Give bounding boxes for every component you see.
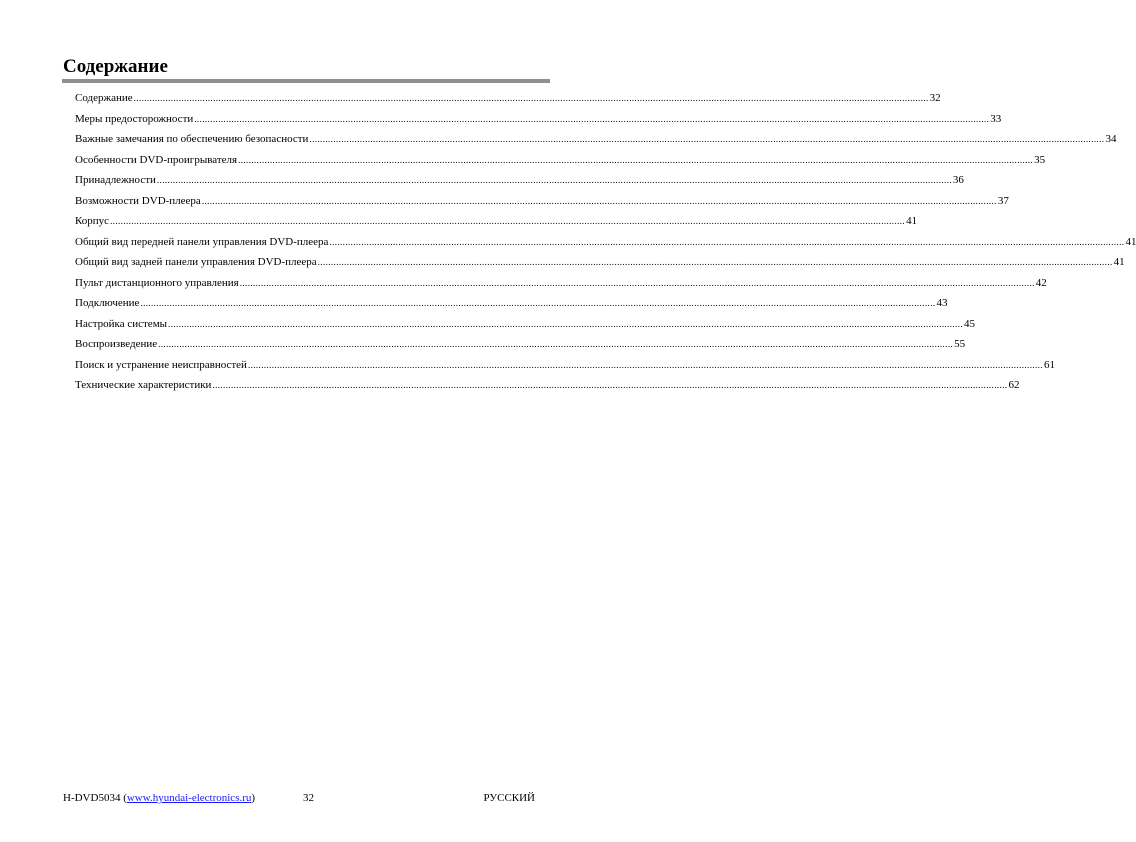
toc-entry[interactable] xyxy=(75,252,1125,273)
footer-model: H-DVD5034 ( xyxy=(63,792,127,804)
toc-entry[interactable] xyxy=(75,129,1117,150)
toc-leader-dots: ............................................................................................................................................................................................................................................................................................................ xyxy=(110,216,906,226)
toc-leader-dots: ............................................................................................................................................................................................................................................................................................................ xyxy=(194,113,990,124)
page-footer xyxy=(63,791,535,805)
toc-entry[interactable] xyxy=(75,375,1020,396)
toc-entry-label: Технические характеристики xyxy=(75,379,212,391)
toc-entry[interactable] xyxy=(75,334,966,355)
toc-entry[interactable] xyxy=(75,170,964,191)
toc-entry-label: Содержание xyxy=(75,92,133,104)
toc-entry-label: Особенности DVD-проигрывателя xyxy=(75,153,238,166)
toc-leader-dots: ............................................................................................................................................................................................................................................................................................................ xyxy=(212,380,1008,390)
toc-entry-page: 33 xyxy=(990,112,1002,125)
toc-leader-dots: ............................................................................................................................................................................................................................................................................................................ xyxy=(158,339,954,349)
toc-entry-label: Общий вид передней панели управления DVD-плеера xyxy=(75,235,329,248)
toc-entry-page: 62 xyxy=(1008,379,1020,391)
toc-entry-page: 41 xyxy=(1125,235,1136,248)
toc-leader-dots: ............................................................................................................................................................................................................................................................................................................ xyxy=(140,298,936,308)
toc-entry-label: Меры предосторожности xyxy=(75,112,194,125)
toc-entry-page: 32 xyxy=(929,92,941,104)
toc-leader-dots: ............................................................................................................................................................................................................................................................................................................ xyxy=(133,93,929,103)
toc-entry-page: 34 xyxy=(1105,133,1117,145)
toc-entry-page: 41 xyxy=(906,215,918,227)
toc-leader-dots: ............................................................................................................................................................................................................................................................................................................ xyxy=(156,175,952,185)
toc-leader-dots: ............................................................................................................................................................................................................................................................................................................ xyxy=(247,359,1043,370)
toc-entry[interactable] xyxy=(75,232,1136,253)
footer-website-link[interactable]: www.hyundai-electronics.ru xyxy=(126,792,252,804)
toc-entry-page: 35 xyxy=(1034,153,1046,166)
toc-entry[interactable] xyxy=(75,150,1046,171)
toc-entry[interactable] xyxy=(75,273,1047,294)
toc-entry-page: 42 xyxy=(1035,276,1047,289)
footer-language: РУССКИЙ xyxy=(483,792,535,804)
toc-entry-label: Настройка системы xyxy=(75,317,168,330)
page-title: Содержание xyxy=(63,56,168,77)
toc-entry-label: Принадлежности xyxy=(75,174,156,186)
toc-entry[interactable] xyxy=(75,211,918,232)
toc-entry-page: 41 xyxy=(1113,256,1125,268)
toc-entry-label: Поиск и устранение неисправностей xyxy=(75,358,247,371)
toc-entry-label: Пульт дистанционного управления xyxy=(75,276,239,289)
toc-entry-label: Общий вид задней панели управления DVD-плеера xyxy=(75,256,317,268)
toc-leader-dots: ............................................................................................................................................................................................................................................................................................................ xyxy=(238,154,1034,165)
table-of-contents xyxy=(75,88,1136,396)
toc-entry-page: 36 xyxy=(952,174,964,186)
toc-leader-dots: ............................................................................................................................................................................................................................................................................................................ xyxy=(309,134,1105,144)
toc-leader-dots: ............................................................................................................................................................................................................................................................................................................ xyxy=(201,195,997,206)
toc-entry-page: 61 xyxy=(1043,358,1055,371)
footer-page-number: 32 xyxy=(303,792,314,804)
toc-entry[interactable] xyxy=(75,88,941,109)
toc-entry-page: 37 xyxy=(997,194,1009,207)
toc-entry[interactable] xyxy=(75,109,1002,130)
toc-entry[interactable] xyxy=(75,293,948,314)
toc-leader-dots: ............................................................................................................................................................................................................................................................................................................ xyxy=(239,277,1035,288)
toc-entry[interactable] xyxy=(75,191,1009,212)
toc-leader-dots: ............................................................................................................................................................................................................................................................................................................ xyxy=(317,257,1113,267)
footer-model-close: ) xyxy=(251,792,256,804)
toc-entry-label: Важные замечания по обеспечению безопасности xyxy=(75,133,309,145)
title-underline-rule xyxy=(62,79,550,83)
toc-entry-label: Возможности DVD-плеера xyxy=(75,194,201,207)
toc-entry-page: 43 xyxy=(936,297,948,309)
toc-entry[interactable] xyxy=(75,355,1055,376)
toc-entry-label: Подключение xyxy=(75,297,140,309)
toc-entry-label: Корпус xyxy=(75,215,110,227)
toc-entry-page: 55 xyxy=(954,338,966,350)
toc-leader-dots: ............................................................................................................................................................................................................................................................................................................ xyxy=(329,236,1125,247)
toc-leader-dots: ............................................................................................................................................................................................................................................................................................................ xyxy=(168,318,964,329)
toc-entry-label: Воспроизведение xyxy=(75,338,158,350)
toc-entry-page: 45 xyxy=(964,317,976,330)
toc-entry[interactable] xyxy=(75,314,976,335)
